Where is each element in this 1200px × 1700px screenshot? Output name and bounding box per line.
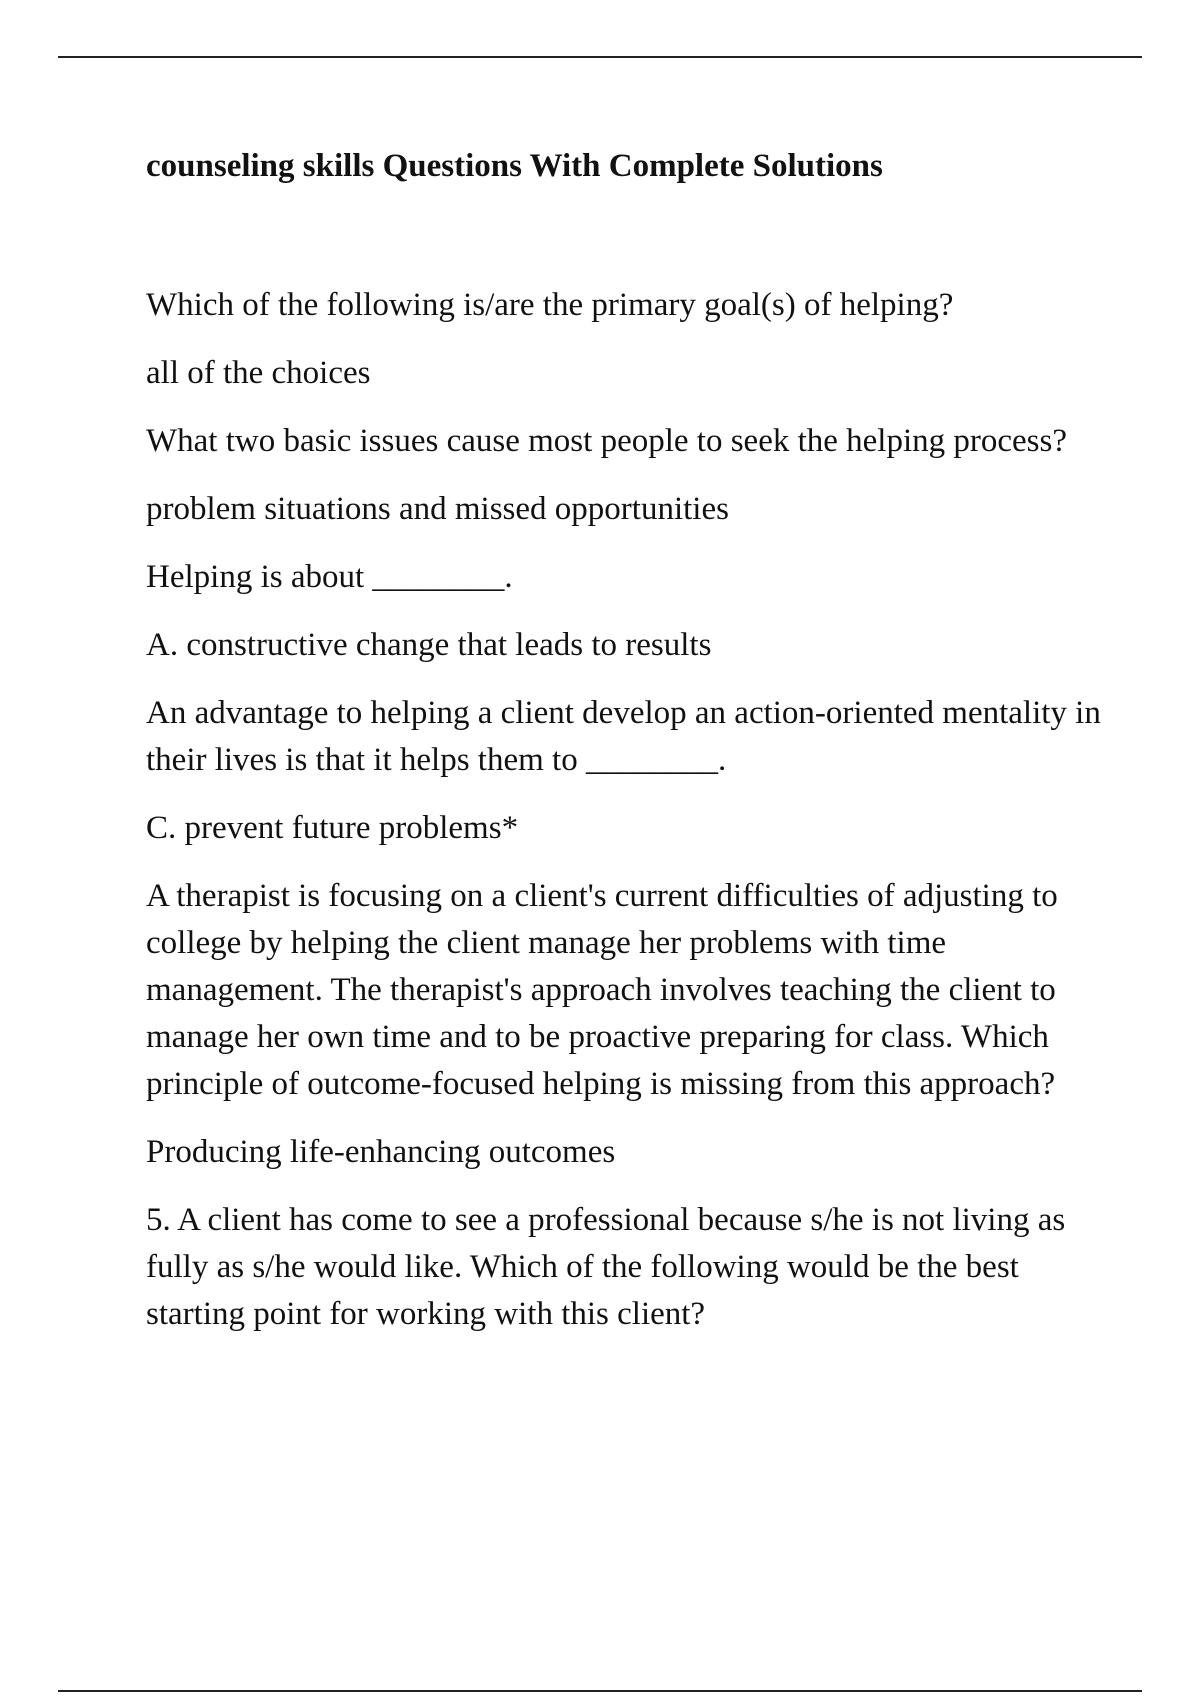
question-4: An advantage to helping a client develop an action-oriented mentality in their lives is that it helps them to ________. [146, 695, 1101, 778]
document-title: counseling skills Questions With Complete Solutions [146, 148, 883, 184]
answer-5: Producing life-enhancing outcomes [146, 1134, 616, 1170]
question-5: A therapist is focusing on a client's current difficulties of adjusting to college by helping the client manage her problems with time management. The therapist's approach involves teaching the client to manage her own time and to be proactive preparing for class. Which principle of outcome-focused helping is missing from this approach? [146, 878, 1058, 1102]
question-1: Which of the following is/are the primary goal(s) of helping? [146, 287, 954, 323]
bottom-divider [58, 1690, 1142, 1692]
answer-4: C. prevent future problems* [146, 810, 519, 846]
question-6: 5. A client has come to see a professional because s/he is not living as fully as s/he would like. Which of the following would be the best starting point for working with this client? [146, 1202, 1066, 1332]
question-3: Helping is about ________. [146, 559, 513, 595]
answer-2: problem situations and missed opportunities [146, 491, 729, 527]
answer-1: all of the choices [146, 355, 371, 391]
qa-list [146, 282, 1106, 1338]
top-divider [58, 56, 1142, 58]
question-2: What two basic issues cause most people to seek the helping process? [146, 423, 1068, 459]
answer-3: A. constructive change that leads to results [146, 627, 712, 663]
